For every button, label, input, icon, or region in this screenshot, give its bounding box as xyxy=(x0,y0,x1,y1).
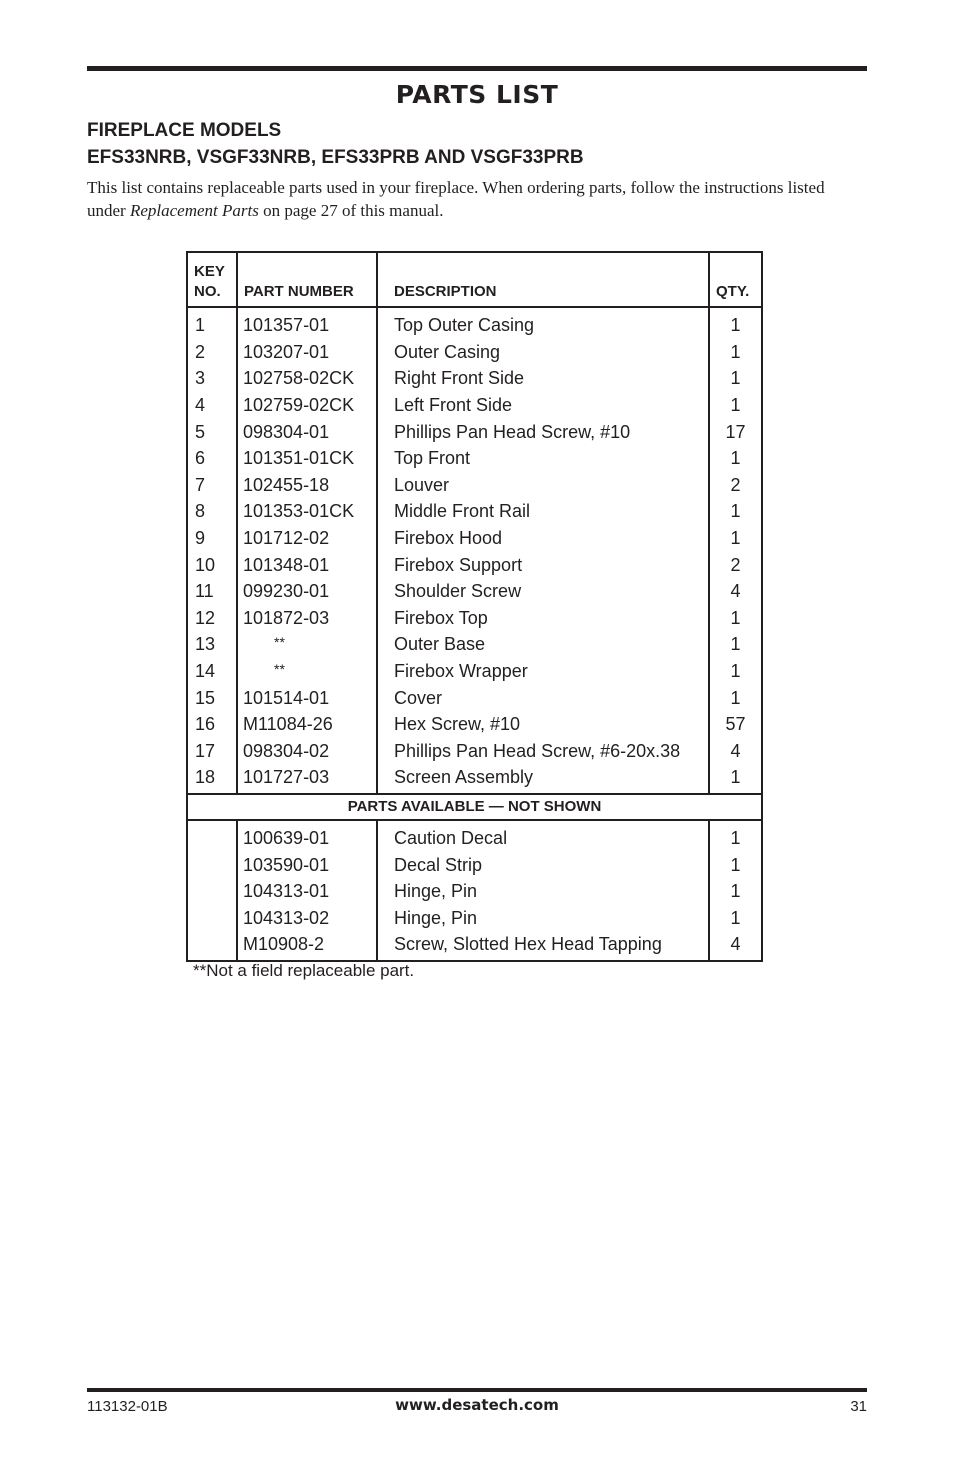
table-row xyxy=(187,631,762,658)
part-number-cell: 103590-01 xyxy=(237,851,377,878)
part-number-cell: 098304-01 xyxy=(237,418,377,445)
intro-paragraph xyxy=(87,176,867,222)
description-cell: Hex Screw, #10 xyxy=(377,711,709,738)
qty-cell: 1 xyxy=(709,851,762,878)
not-shown-label: PARTS AVAILABLE — NOT SHOWN xyxy=(187,794,762,820)
key-cell: 5 xyxy=(187,418,237,445)
key-cell: 17 xyxy=(187,738,237,765)
intro-text-1: This list contains replaceable parts used in your fireplace. When ordering parts, follow the instructions listed under xyxy=(87,178,825,220)
qty-cell: 17 xyxy=(709,418,762,445)
key-cell: 1 xyxy=(187,307,237,339)
description-cell: Top Front xyxy=(377,445,709,472)
key-cell: 14 xyxy=(187,658,237,685)
key-cell xyxy=(187,904,237,931)
key-cell: 16 xyxy=(187,711,237,738)
part-number-cell: ** xyxy=(237,658,377,685)
section-heading-models: FIREPLACE MODELS xyxy=(87,120,282,141)
key-cell: 3 xyxy=(187,365,237,392)
description-cell: Phillips Pan Head Screw, #6-20x.38 xyxy=(377,738,709,765)
table-row xyxy=(187,684,762,711)
qty-cell: 4 xyxy=(709,738,762,765)
part-number-cell: 104313-02 xyxy=(237,904,377,931)
table-row xyxy=(187,605,762,632)
table-row xyxy=(187,764,762,794)
not-shown-rows xyxy=(187,820,762,961)
key-cell: 8 xyxy=(187,498,237,525)
parts-rows xyxy=(187,307,762,794)
description-cell: Cover xyxy=(377,684,709,711)
part-number-cell: 101514-01 xyxy=(237,684,377,711)
table-row xyxy=(187,365,762,392)
qty-cell: 1 xyxy=(709,525,762,552)
top-rule xyxy=(87,66,867,71)
qty-cell: 1 xyxy=(709,605,762,632)
qty-cell: 1 xyxy=(709,764,762,794)
key-cell: 10 xyxy=(187,551,237,578)
part-number-cell: 101712-02 xyxy=(237,525,377,552)
parts-table xyxy=(186,251,763,962)
qty-cell: 1 xyxy=(709,820,762,852)
key-cell: 12 xyxy=(187,605,237,632)
table-row xyxy=(187,339,762,366)
table-row xyxy=(187,711,762,738)
table-row xyxy=(187,445,762,472)
part-number-cell: 101351-01CK xyxy=(237,445,377,472)
description-cell: Firebox Hood xyxy=(377,525,709,552)
table-row xyxy=(187,392,762,419)
header-key-no xyxy=(187,252,237,307)
footer-website: www.desatech.com xyxy=(395,1396,559,1414)
description-cell: Hinge, Pin xyxy=(377,878,709,905)
key-cell: 6 xyxy=(187,445,237,472)
header-qty: QTY. xyxy=(709,252,762,307)
key-cell: 4 xyxy=(187,392,237,419)
key-cell: 9 xyxy=(187,525,237,552)
qty-cell: 1 xyxy=(709,658,762,685)
header-key-line1: KEY xyxy=(194,263,225,280)
bottom-rule xyxy=(87,1388,867,1392)
qty-cell: 1 xyxy=(709,904,762,931)
header-description: DESCRIPTION xyxy=(377,252,709,307)
description-cell: Middle Front Rail xyxy=(377,498,709,525)
key-cell xyxy=(187,931,237,961)
footer-doc-number: 113132-01B xyxy=(87,1398,168,1415)
not-shown-band xyxy=(187,794,762,820)
description-cell: Caution Decal xyxy=(377,820,709,852)
description-cell: Hinge, Pin xyxy=(377,904,709,931)
part-number-cell: 102455-18 xyxy=(237,472,377,499)
part-number-cell: 101348-01 xyxy=(237,551,377,578)
key-cell: 7 xyxy=(187,472,237,499)
part-number-cell: 099230-01 xyxy=(237,578,377,605)
part-number-cell: 101353-01CK xyxy=(237,498,377,525)
qty-cell: 2 xyxy=(709,472,762,499)
key-cell xyxy=(187,820,237,852)
description-cell: Screw, Slotted Hex Head Tapping xyxy=(377,931,709,961)
intro-link-text: Replacement Parts xyxy=(129,201,259,220)
part-number-cell: 103207-01 xyxy=(237,339,377,366)
qty-cell: 1 xyxy=(709,878,762,905)
section-heading-model-numbers: EFS33NRB, VSGF33NRB, EFS33PRB AND VSGF33PRB xyxy=(87,147,584,168)
intro-text-2: on page 27 of this manual. xyxy=(258,201,444,220)
header-key-line2: NO. xyxy=(194,283,221,300)
description-cell: Left Front Side xyxy=(377,392,709,419)
part-number-cell: M11084-26 xyxy=(237,711,377,738)
table-row xyxy=(187,878,762,905)
key-cell: 2 xyxy=(187,339,237,366)
description-cell: Shoulder Screw xyxy=(377,578,709,605)
part-number-cell: 102759-02CK xyxy=(237,392,377,419)
key-cell: 13 xyxy=(187,631,237,658)
table-row xyxy=(187,658,762,685)
part-number-cell: M10908-2 xyxy=(237,931,377,961)
description-cell: Decal Strip xyxy=(377,851,709,878)
page-title: PARTS LIST xyxy=(395,80,559,109)
description-cell: Firebox Wrapper xyxy=(377,658,709,685)
description-cell: Screen Assembly xyxy=(377,764,709,794)
key-cell xyxy=(187,878,237,905)
description-cell: Phillips Pan Head Screw, #10 xyxy=(377,418,709,445)
table-row xyxy=(187,418,762,445)
key-cell: 15 xyxy=(187,684,237,711)
description-cell: Outer Casing xyxy=(377,339,709,366)
part-number-cell: 101727-03 xyxy=(237,764,377,794)
key-cell xyxy=(187,851,237,878)
qty-cell: 1 xyxy=(709,445,762,472)
part-number-cell: 102758-02CK xyxy=(237,365,377,392)
qty-cell: 4 xyxy=(709,578,762,605)
table-header-row xyxy=(187,252,762,307)
qty-cell: 1 xyxy=(709,339,762,366)
qty-cell: 1 xyxy=(709,392,762,419)
qty-cell: 1 xyxy=(709,631,762,658)
qty-cell: 4 xyxy=(709,931,762,961)
table-row xyxy=(187,851,762,878)
part-number-cell: 101357-01 xyxy=(237,307,377,339)
key-cell: 11 xyxy=(187,578,237,605)
table-row xyxy=(187,820,762,852)
key-cell: 18 xyxy=(187,764,237,794)
part-number-cell: ** xyxy=(237,631,377,658)
part-number-cell: 098304-02 xyxy=(237,738,377,765)
part-number-cell: 104313-01 xyxy=(237,878,377,905)
footnote: **Not a field replaceable part. xyxy=(193,961,415,980)
qty-cell: 57 xyxy=(709,711,762,738)
header-part-number: PART NUMBER xyxy=(237,252,377,307)
table-row xyxy=(187,738,762,765)
part-number-cell: 101872-03 xyxy=(237,605,377,632)
table-row xyxy=(187,931,762,961)
table-row xyxy=(187,498,762,525)
table-row xyxy=(187,525,762,552)
description-cell: Right Front Side xyxy=(377,365,709,392)
qty-cell: 2 xyxy=(709,551,762,578)
table-row xyxy=(187,472,762,499)
table-row xyxy=(187,578,762,605)
table-row xyxy=(187,904,762,931)
description-cell: Outer Base xyxy=(377,631,709,658)
footer-page-number: 31 xyxy=(850,1398,867,1415)
description-cell: Firebox Support xyxy=(377,551,709,578)
table-row xyxy=(187,551,762,578)
qty-cell: 1 xyxy=(709,307,762,339)
part-number-cell: 100639-01 xyxy=(237,820,377,852)
description-cell: Louver xyxy=(377,472,709,499)
qty-cell: 1 xyxy=(709,498,762,525)
description-cell: Top Outer Casing xyxy=(377,307,709,339)
table-row xyxy=(187,307,762,339)
qty-cell: 1 xyxy=(709,684,762,711)
qty-cell: 1 xyxy=(709,365,762,392)
description-cell: Firebox Top xyxy=(377,605,709,632)
